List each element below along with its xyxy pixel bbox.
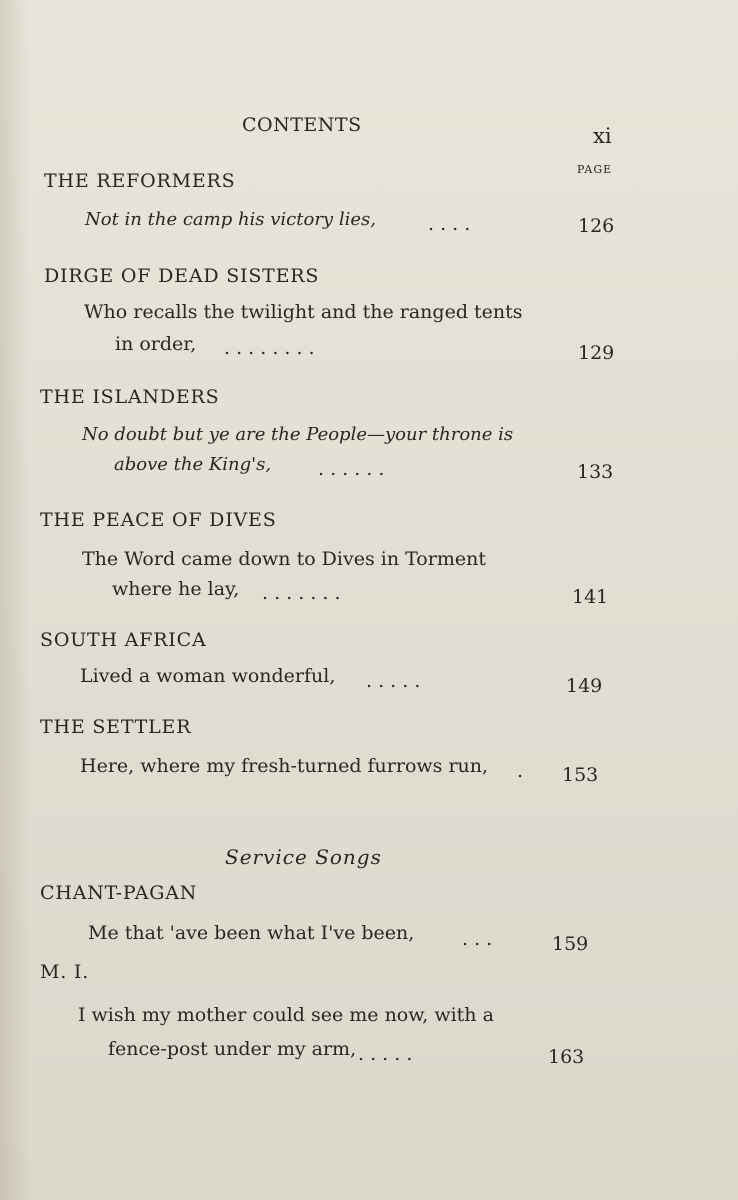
entry-first-line: Lived a woman wonderful, xyxy=(80,665,336,687)
entry-first-line: Me that 'ave been what I've been, xyxy=(88,922,415,944)
dot-leader: . . . . . xyxy=(366,670,421,692)
entry-first-line-continued: fence-post under my arm, xyxy=(108,1038,357,1060)
folio-number: xi xyxy=(593,124,612,148)
entry-first-line: Here, where my fresh-turned furrows run, xyxy=(80,755,489,777)
page-number: 163 xyxy=(548,1046,585,1068)
page-number: 149 xyxy=(566,675,603,697)
entry-first-line: No doubt but ye are the People—your throne is xyxy=(82,424,514,445)
page-number: 153 xyxy=(562,764,599,786)
entry-title: DIRGE OF DEAD SISTERS xyxy=(44,265,320,287)
page-number: 126 xyxy=(578,215,615,237)
page-number: 141 xyxy=(572,586,609,608)
entry-title: THE SETTLER xyxy=(40,716,192,738)
dot-leader: . . . . . . xyxy=(318,458,385,480)
page-column-label: PAGE xyxy=(577,163,613,176)
page-number: 159 xyxy=(552,933,589,955)
entry-first-line-continued: where he lay, xyxy=(112,578,240,600)
entry-first-line-continued: in order, xyxy=(115,333,197,355)
entry-first-line: I wish my mother could see me now, with a xyxy=(78,1004,494,1026)
entry-first-line: Not in the camp his victory lies, xyxy=(85,209,376,230)
entry-title: SOUTH AFRICA xyxy=(40,629,207,651)
entry-first-line: Who recalls the twilight and the ranged tents xyxy=(84,301,523,323)
entry-title: THE ISLANDERS xyxy=(40,386,220,408)
page-number: 133 xyxy=(577,461,614,483)
dot-leader: . . . . . . . xyxy=(262,582,341,604)
section-heading: Service Songs xyxy=(225,845,382,869)
entry-title: M. I. xyxy=(40,961,90,983)
entry-first-line-continued: above the King's, xyxy=(114,454,272,475)
entry-first-line: The Word came down to Dives in Torment xyxy=(82,548,486,570)
entry-title: THE REFORMERS xyxy=(44,170,236,192)
entry-title: CHANT-PAGAN xyxy=(40,882,198,904)
page-number: 129 xyxy=(578,342,615,364)
dot-leader: . . . . . . . . xyxy=(224,337,315,359)
dot-leader: . . . . . xyxy=(358,1043,413,1065)
dot-leader: . . . xyxy=(462,928,493,950)
running-header: CONTENTS xyxy=(242,114,362,136)
dot-leader: . . . . xyxy=(428,213,471,235)
entry-title: THE PEACE OF DIVES xyxy=(40,509,277,531)
dot-leader: . xyxy=(517,760,524,782)
